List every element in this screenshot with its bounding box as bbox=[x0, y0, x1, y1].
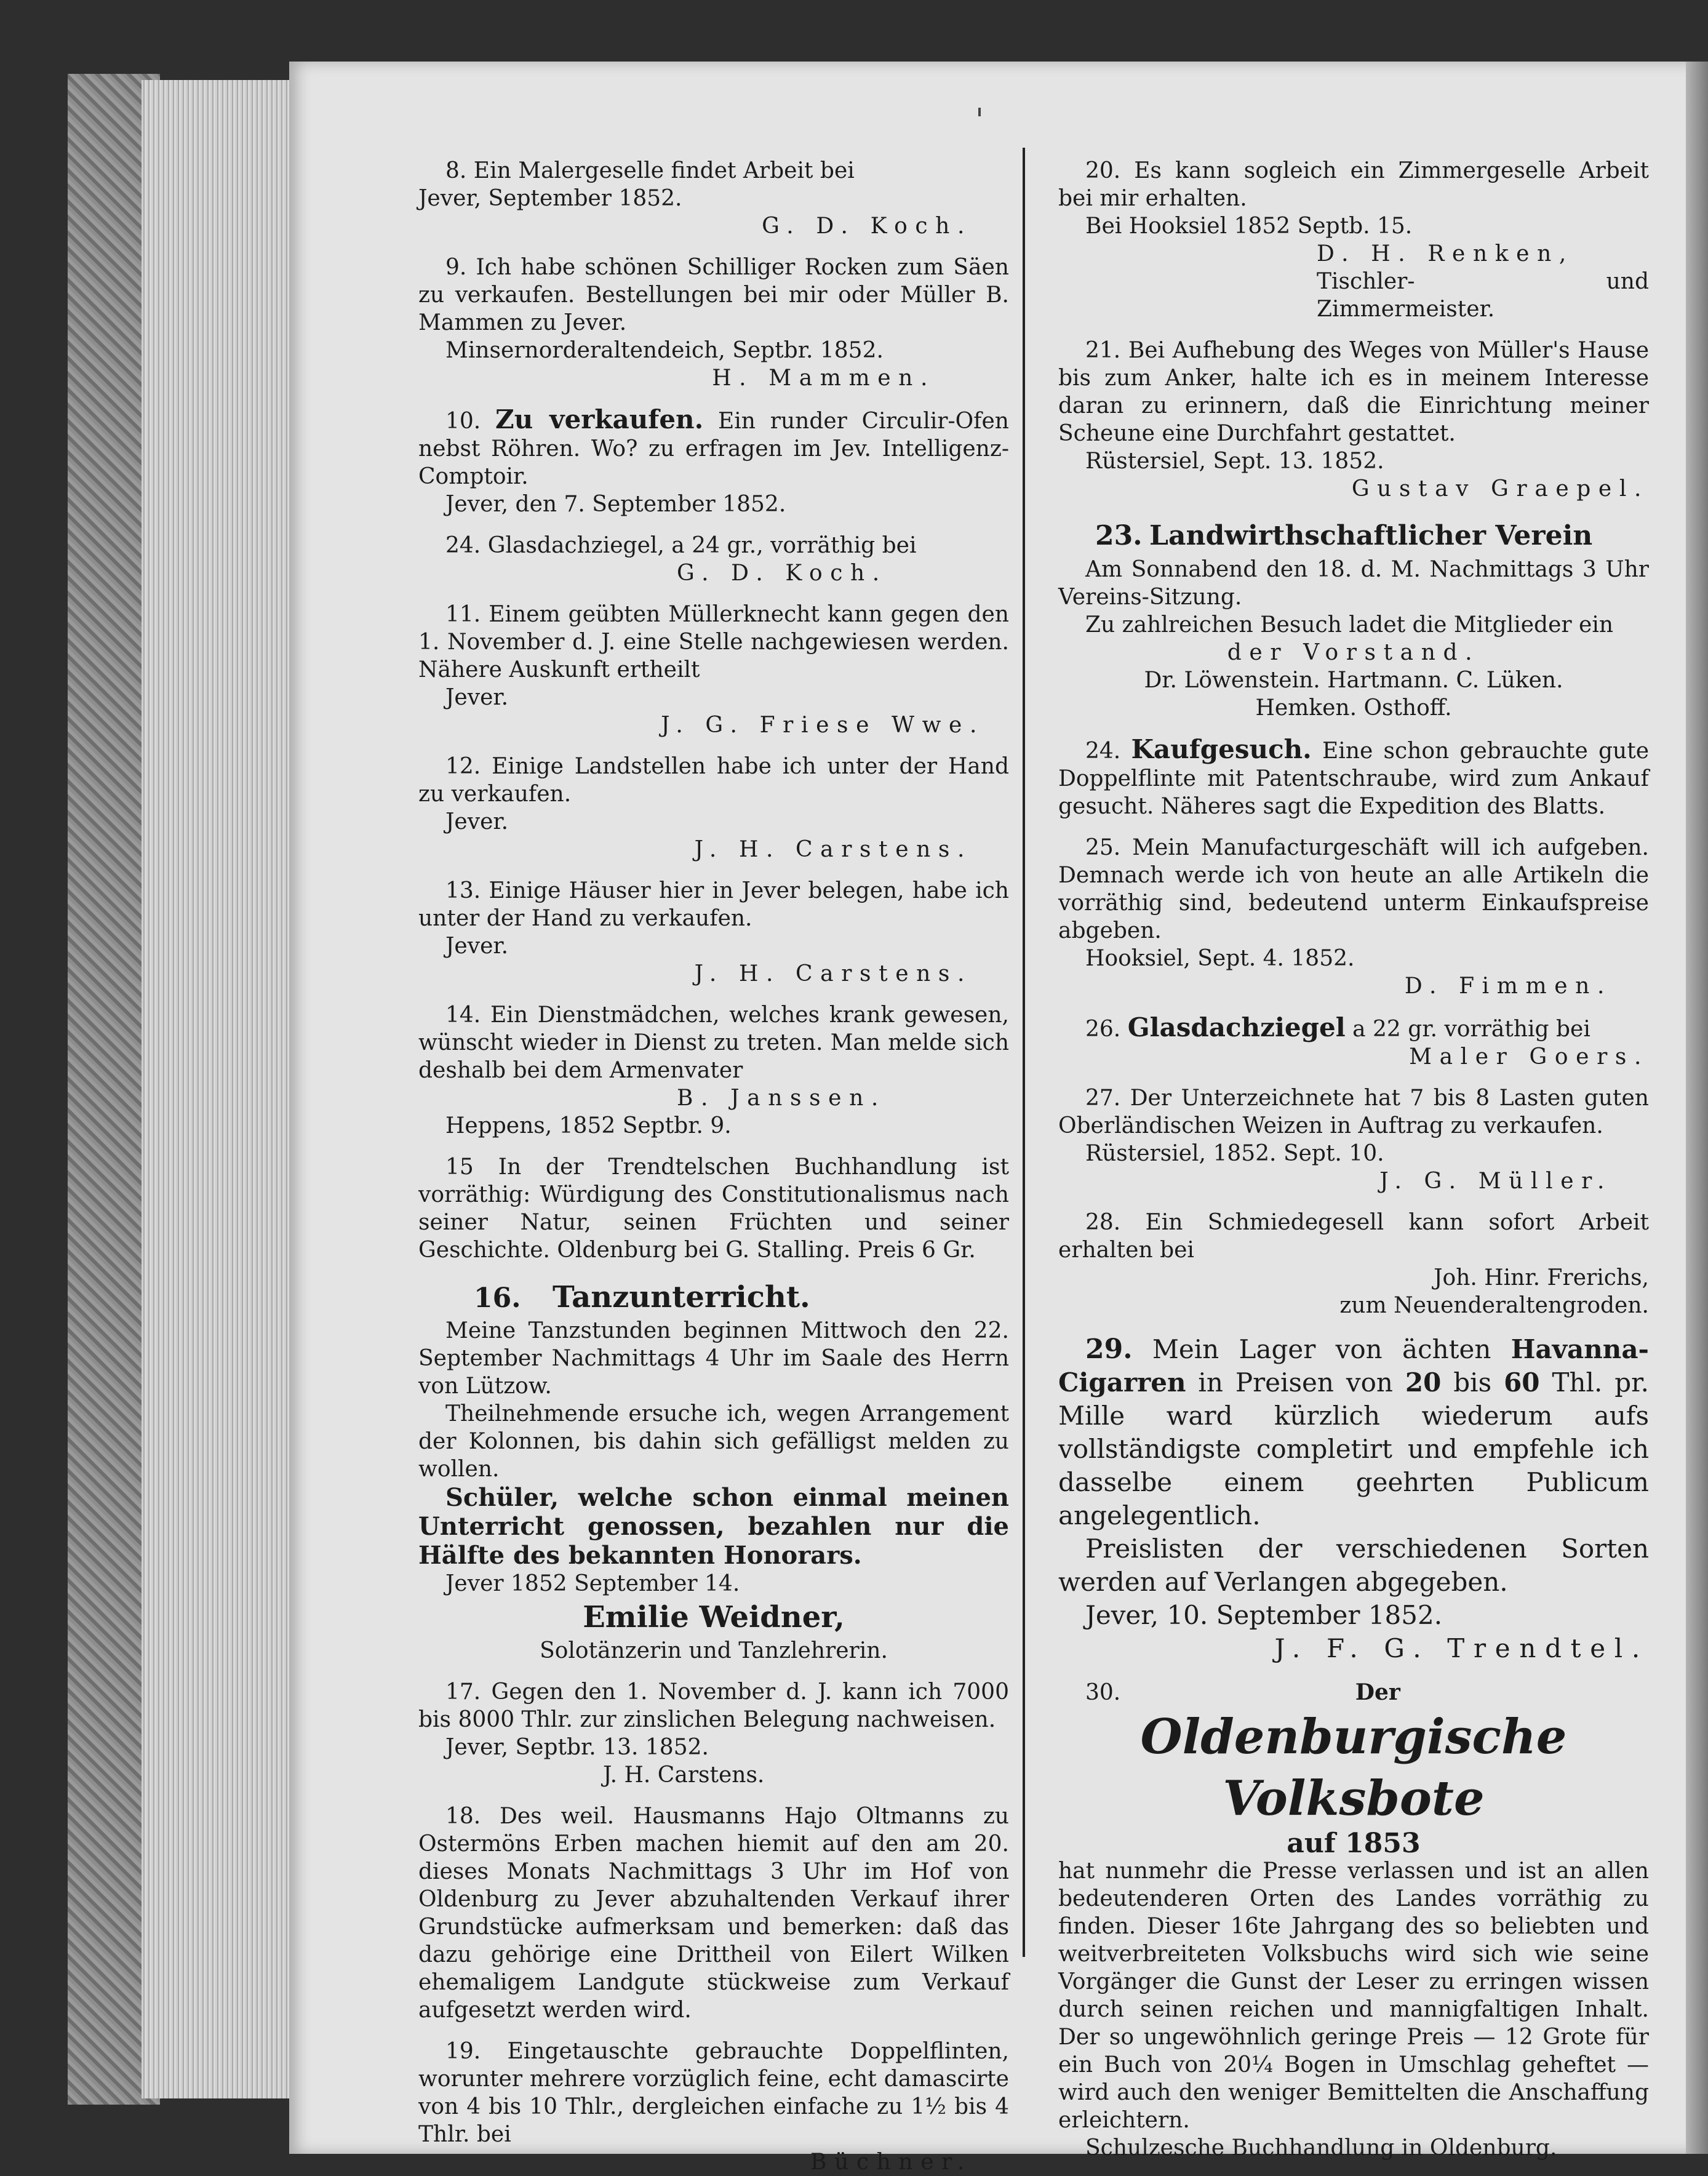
notice-14-date: Heppens, 1852 Septbr. 9. bbox=[445, 1113, 732, 1138]
notice-23-members-1: Dr. Löwenstein. Hartmann. C. Lüken. bbox=[1144, 668, 1563, 693]
notice-21-signature: Gustav Graepel. bbox=[1351, 476, 1649, 502]
notice-30-body: hat nunmehr die Presse verlassen und ist an allen bedeutenderen Orten des Landes vorräthig zu finden. Dieser 16te Jahrgang des so beliebten und weitverbreiteten Volksbuchs wird sich wie seine Vorgänger die Gunst der Leser zu erringen wissen durch seinen reichen und mannigfaltigen Inhalt. Der so ungewöhnlich geringe Preis — 12 Grote für ein Buch von 20¼ Bogen in Umschlag geheftet — wird auch den weniger Bemittelten die Anschaffung erleichtern. bbox=[1058, 1858, 1649, 2133]
notice-16-title: Solotänzerin und Tanzlehrerin. bbox=[540, 1638, 888, 1663]
notice-11: 11. Einem geübten Müllerknecht kann gegen den 1. November d. J. eine Stelle nachgewiesen werden. Nähere Auskunft ertheilt bbox=[418, 602, 1009, 682]
notice-29-text-1: Mein Lager von ächten bbox=[1152, 1334, 1491, 1364]
page-right-edge bbox=[1686, 62, 1708, 2154]
notice-21: 21. Bei Aufhebung des Weges von Müller's Hause bis zum Anker, halte ich es in meinem Interesse daran zu erinnern, daß die Einrichtung meiner Scheune eine Durchfahrt gestattet. bbox=[1058, 338, 1649, 446]
notice-20: 20. Es kann sogleich ein Zimmergeselle Arbeit bei mir erhalten. bbox=[1058, 158, 1649, 211]
notice-30-signature: Schulzesche Buchhandlung in Oldenburg. bbox=[1085, 2135, 1557, 2161]
notice-23-signature: der Vorstand. bbox=[1227, 640, 1480, 665]
notice-24b-body: Eine schon gebrauchte gute Doppelflinte mit Patentschraube, wird zum Ankauf gesucht. Näheres sagt die Expedition des Blatts. bbox=[1058, 738, 1649, 819]
notice-24a-signature: G. D. Koch. bbox=[677, 561, 887, 586]
notice-28-place: zum Neuenderaltengroden. bbox=[1339, 1293, 1649, 1318]
notice-29-text-4: Thl. pr. Mille ward kürzlich wiederum aufs vollständigste completirt und empfehle ich dasselbe einem geehrten Publicum angelegentlich. bbox=[1058, 1367, 1649, 1530]
notice-29-signature: J. F. G. Trendtel. bbox=[1274, 1633, 1649, 1663]
notice-12-signature: J. H. Carstens. bbox=[694, 837, 972, 862]
notice-9-date: Minsernorderaltendeich, Septbr. 1852. bbox=[445, 338, 884, 363]
notice-30-der: Der bbox=[1355, 1679, 1400, 1705]
notice-9-signature: H. Mammen. bbox=[712, 366, 935, 391]
left-column bbox=[418, 157, 1009, 2176]
notice-28-signature: Joh. Hinr. Frerichs, bbox=[1434, 1265, 1649, 1290]
notice-24b-heading: Kaufgesuch. bbox=[1131, 734, 1312, 764]
notice-14-signature: B. Janssen. bbox=[677, 1086, 886, 1111]
notice-23-para-2: Zu zahlreichen Besuch ladet die Mitglieder ein bbox=[1085, 612, 1614, 638]
notice-30-year: auf 1853 bbox=[1287, 1828, 1421, 1859]
notice-9: 9. Ich habe schönen Schilliger Rocken zum Säen zu verkaufen. Bestellungen bei mir oder Müller B. Mammen zu Jever. bbox=[418, 255, 1009, 335]
notice-16-para-1: Meine Tanzstunden beginnen Mittwoch den 22. September Nachmittags 4 Uhr im Saale des Herrn von Lützow. bbox=[418, 1318, 1009, 1399]
notice-16-number: 16. bbox=[474, 1282, 521, 1314]
notice-23-members-2: Hemken. Osthoff. bbox=[1255, 695, 1452, 721]
notice-20-title: Tischler- und Zimmermeister. bbox=[1317, 269, 1649, 322]
notice-13: 13. Einige Häuser hier in Jever belegen, habe ich unter der Hand zu verkaufen. bbox=[418, 878, 1009, 931]
notice-16-heading: Tanzunterricht. bbox=[553, 1280, 810, 1314]
notice-13-signature: J. H. Carstens. bbox=[694, 961, 972, 986]
notice-12: 12. Einige Landstellen habe ich unter der Hand zu verkaufen. bbox=[418, 754, 1009, 807]
notice-19-signature: Büchner. bbox=[810, 2150, 972, 2175]
notice-16-date: Jever 1852 September 14. bbox=[445, 1571, 740, 1596]
notice-26 bbox=[1058, 1014, 1649, 1043]
notice-8-date: Jever, September 1852. bbox=[418, 186, 682, 211]
notice-29-price-high: 60 bbox=[1504, 1367, 1540, 1398]
notice-10-number: 10. bbox=[445, 409, 481, 434]
notice-15: 15 In der Trendtelschen Buchhandlung ist vorräthig: Würdigung des Constitutionalismus nach seiner Natur, seinen Früchten und seiner Geschichte. Oldenburg bei G. Stalling. Preis 6 Gr. bbox=[418, 1154, 1009, 1263]
notice-25: 25. Mein Manufacturgeschäft will ich aufgeben. Demnach werde ich von heute an alle Artikeln die vorräthig sind, bedeutend unterm Einkaufspreise abgeben. bbox=[1058, 835, 1649, 943]
notice-17-signature: J. H. Carstens. bbox=[603, 1762, 765, 1788]
notice-17-date: Jever, Septbr. 13. 1852. bbox=[445, 1735, 709, 1760]
page-stack-edges bbox=[142, 80, 289, 2098]
notice-10-date: Jever, den 7. September 1852. bbox=[445, 492, 786, 517]
notice-30-number: 30. bbox=[1085, 1680, 1121, 1705]
notice-23-number: 23. bbox=[1095, 520, 1143, 551]
notice-16-para-3: Schüler, welche schon einmal meinen Unterricht genossen, bezahlen nur die Hälfte des bekannten Honorars. bbox=[418, 1483, 1009, 1570]
notice-24b bbox=[1058, 735, 1649, 820]
notice-14: 14. Ein Dienstmädchen, welches krank gewesen, wünscht wieder in Dienst zu treten. Man melde sich deshalb bei dem Armenvater bbox=[418, 1002, 1009, 1083]
notice-11-signature: J. G. Friese Wwe. bbox=[661, 713, 984, 738]
notice-8-signature: G. D. Koch. bbox=[762, 214, 972, 239]
notice-29-para-2: Preislisten der verschiedenen Sorten werden auf Verlangen abgegeben. bbox=[1058, 1534, 1649, 1597]
notice-11-place: Jever. bbox=[445, 685, 509, 710]
notice-26-number: 26. bbox=[1085, 1017, 1121, 1042]
notice-8: 8. Ein Malergeselle findet Arbeit bei bbox=[445, 158, 855, 183]
notice-24b-number: 24. bbox=[1085, 738, 1121, 764]
notice-10-body: Ein runder Circulir-Ofen nebst Röhren. Wo? zu erfragen im Jev. Intelligenz-Comptoir. bbox=[418, 409, 1009, 489]
notice-16-heading-line bbox=[418, 1278, 1009, 1317]
notice-30-header bbox=[1058, 1679, 1649, 1706]
ink-mark bbox=[978, 108, 981, 116]
notice-24a: 24. Glasdachziegel, a 24 gr., vorräthig bei bbox=[445, 533, 917, 558]
notice-16-signature: Emilie Weidner, bbox=[583, 1600, 845, 1634]
notice-29-text-2: in Preisen von bbox=[1198, 1367, 1393, 1398]
notice-12-place: Jever. bbox=[445, 809, 509, 834]
notice-27-signature: J. G. Müller. bbox=[1379, 1169, 1612, 1194]
notice-13-place: Jever. bbox=[445, 934, 509, 959]
right-column bbox=[1058, 157, 1649, 2162]
column-divider bbox=[1023, 148, 1025, 1957]
notice-10 bbox=[418, 406, 1009, 490]
notice-20-date: Bei Hooksiel 1852 Septb. 15. bbox=[1085, 214, 1413, 239]
notice-27: 27. Der Unterzeichnete hat 7 bis 8 Lasten guten Oberländischen Weizen in Auftrag zu verkaufen. bbox=[1058, 1086, 1649, 1138]
notice-25-signature: D. Fimmen. bbox=[1404, 974, 1612, 999]
notice-23-heading-line bbox=[1058, 516, 1649, 556]
notice-27-date: Rüstersiel, 1852. Sept. 10. bbox=[1085, 1141, 1384, 1166]
notice-29-text-3: bis bbox=[1453, 1367, 1492, 1398]
notice-19: 19. Eingetauschte gebrauchte Doppelflinten, worunter mehrere vorzüglich feine, echt damascirte von 4 bis 10 Thlr., dergleichen einfache zu 1½ bis 4 Thlr. bei bbox=[418, 2039, 1009, 2147]
notice-26-body: a 22 gr. vorräthig bei bbox=[1352, 1017, 1590, 1042]
notice-25-date: Hooksiel, Sept. 4. 1852. bbox=[1085, 946, 1355, 971]
notice-16-para-2: Theilnehmende ersuche ich, wegen Arrangement der Kolonnen, bis dahin sich gefälligst melden zu wollen. bbox=[418, 1401, 1009, 1482]
notice-10-heading: Zu verkaufen. bbox=[495, 404, 704, 434]
notice-21-date: Rüstersiel, Sept. 13. 1852. bbox=[1085, 449, 1384, 474]
notice-30-title: Oldenburgische Volksbote bbox=[1140, 1709, 1567, 1826]
notice-18: 18. Des weil. Hausmanns Hajo Oltmanns zu Ostermöns Erben machen hiemit auf den am 20. dieses Monats Nachmittags 3 Uhr im Hof von Oldenburg zu Jever abzuhaltenden Verkauf ihrer Grundstücke aufmerksam und bemerken: daß das dazu gehörige eine Drittheil von Eilert Wilken ehemaligem Landgute stückweise zum Verkauf aufgesetzt werden wird. bbox=[418, 1804, 1009, 2023]
notice-29 bbox=[1058, 1333, 1649, 1532]
notice-29-heading: Havanna-Cigarren bbox=[1058, 1334, 1649, 1398]
notice-28: 28. Ein Schmiedegesell kann sofort Arbeit erhalten bei bbox=[1058, 1210, 1649, 1263]
notice-20-signature: D. H. Renken, bbox=[1317, 241, 1574, 266]
notice-29-number: 29. bbox=[1085, 1334, 1133, 1365]
notice-17: 17. Gegen den 1. November d. J. kann ich 7000 bis 8000 Thlr. zur zinslichen Belegung nachweisen. bbox=[418, 1679, 1009, 1732]
notice-26-heading: Glasdachziegel bbox=[1127, 1012, 1346, 1042]
notice-23-heading: Landwirthschaftlicher Verein bbox=[1149, 520, 1593, 551]
notice-29-price-low: 20 bbox=[1405, 1367, 1442, 1398]
notice-29-date: Jever, 10. September 1852. bbox=[1085, 1600, 1443, 1630]
notice-23-para-1: Am Sonnabend den 18. d. M. Nachmittags 3 Uhr Vereins-Sitzung. bbox=[1058, 557, 1649, 610]
notice-26-signature: Maler Goers. bbox=[1409, 1044, 1649, 1070]
